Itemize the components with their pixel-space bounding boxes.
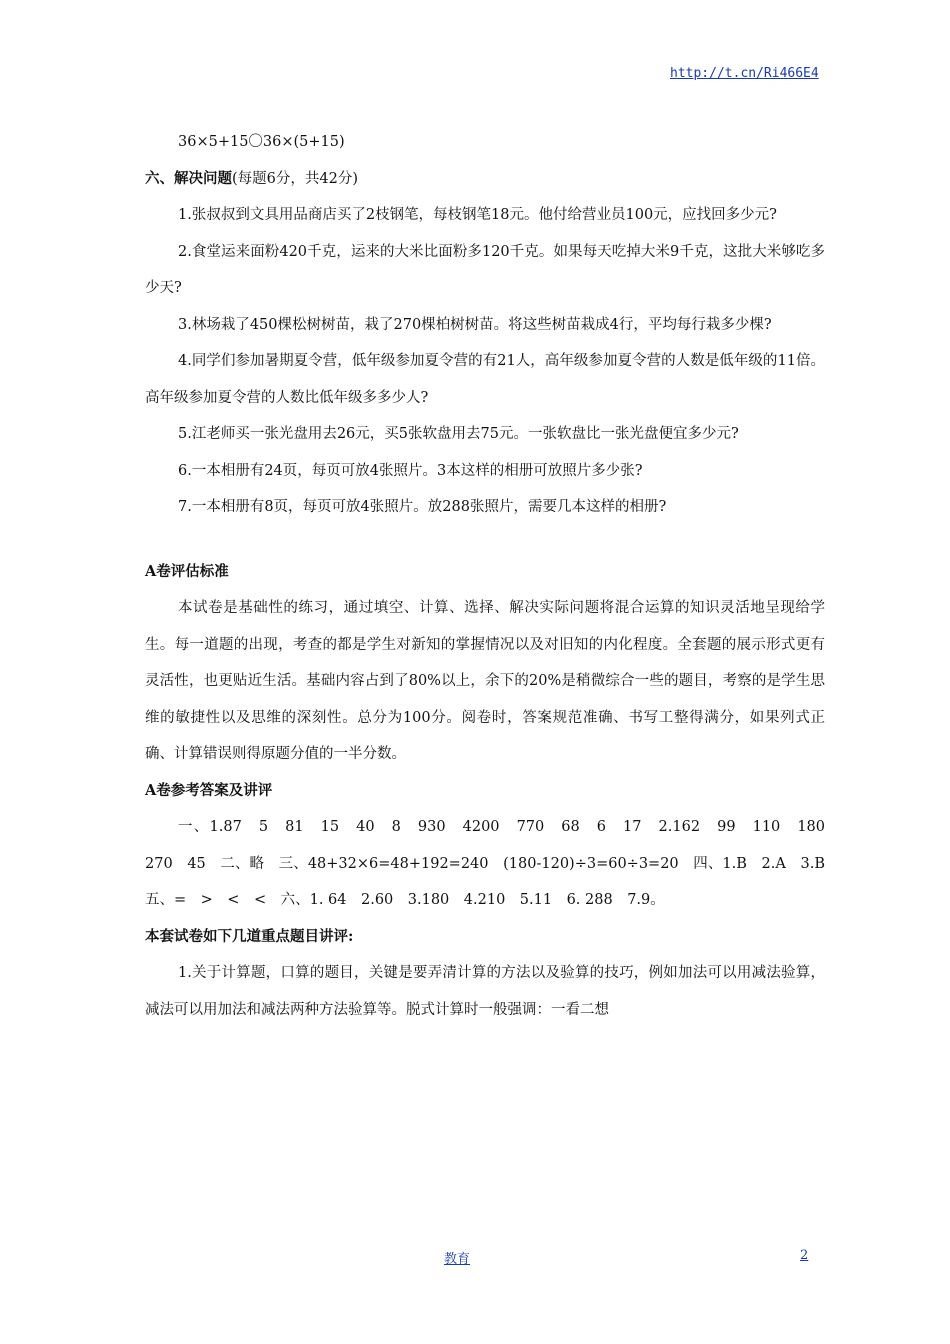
section-6-note: (每题6分，共42分): [232, 170, 358, 187]
evaluation-title: A卷评估标准: [145, 562, 229, 580]
footer-link[interactable]: 教育: [444, 1252, 471, 1267]
section-gap: [145, 526, 825, 554]
page-number[interactable]: 2: [800, 1248, 809, 1263]
section-6-title: 六、解决问题: [145, 169, 232, 187]
problem-3: 3.林场栽了450棵松树树苗，栽了270棵柏树树苗。将这些树苗栽成4行，平均每行栽多少棵?: [178, 316, 772, 333]
problem-2: 2.食堂运来面粉420千克，运来的大米比面粉多120千克。如果每天吃掉大米9千克，这批大米够吃多少天?: [145, 243, 825, 296]
problem-7: 7.一本相册有8页，每页可放4张照片。放288张照片，需要几本这样的相册?: [178, 499, 667, 515]
answers-body: 一、1.87 5 81 15 40 8 930 4200 770 68 6 17 2.162 99 110 180 270 45 二、略 三、48+32×6=48+192=240 (180-120)÷3=60÷3=20 四、1.B 2.A 3.B 五、= > < < 六、1. 64 2.60 3.180 4.210 5.11 6. 288 7.9。: [145, 819, 840, 908]
problem-5: 5.江老师买一张光盘用去26元，买5张软盘用去75元。一张软盘比一张光盘便宜多少元?: [178, 426, 739, 442]
problem-6: 6.一本相册有24页，每页可放4张照片。3本这样的相册可放照片多少张?: [178, 462, 643, 479]
problem-4: 4.同学们参加暑期夏令营，低年级参加夏令营的有21人，高年级参加夏令营的人数是低年级的11倍。高年级参加夏令营的人数比低年级多多少人?: [145, 353, 825, 406]
document-body: [145, 124, 840, 1028]
review-title: 本套试卷如下几道重点题目讲评:: [145, 927, 354, 945]
answers-title: A卷参考答案及讲评: [145, 781, 273, 799]
section-6-heading: [145, 161, 825, 198]
header-url-link[interactable]: http://t.cn/Ri466E4: [670, 66, 819, 81]
comparison-equation: 36×5+15〇36×(5+15): [178, 134, 345, 150]
review-body: 1.关于计算题，口算的题目，关键是要弄清计算的方法以及验算的技巧，例如加法可以用减法验算，减法可以用加法和减法两种方法验算等。脱式计算时一般强调：一看二想: [145, 965, 825, 1018]
evaluation-body: 本试卷是基础性的练习，通过填空、计算、选择、解决实际问题将混合运算的知识灵活地呈现给学生。每一道题的出现，考查的都是学生对新知的掌握情况以及对旧知的内化程度。全套题的展示形式更有灵活性，也更贴近生活。基础内容占到了80%以上，余下的20%是稍微综合一些的题目，考察的是学生思维的敏捷性以及思维的深刻性。总分为100分。阅卷时，答案规范准确、书写工整得满分，如果列式正确、计算错误则得原题分值的一半分数。: [145, 600, 825, 762]
problem-1: 1.张叔叔到文具用品商店买了2枝钢笔，每枝钢笔18元。他付给营业员100元，应找回多少元?: [178, 207, 777, 223]
